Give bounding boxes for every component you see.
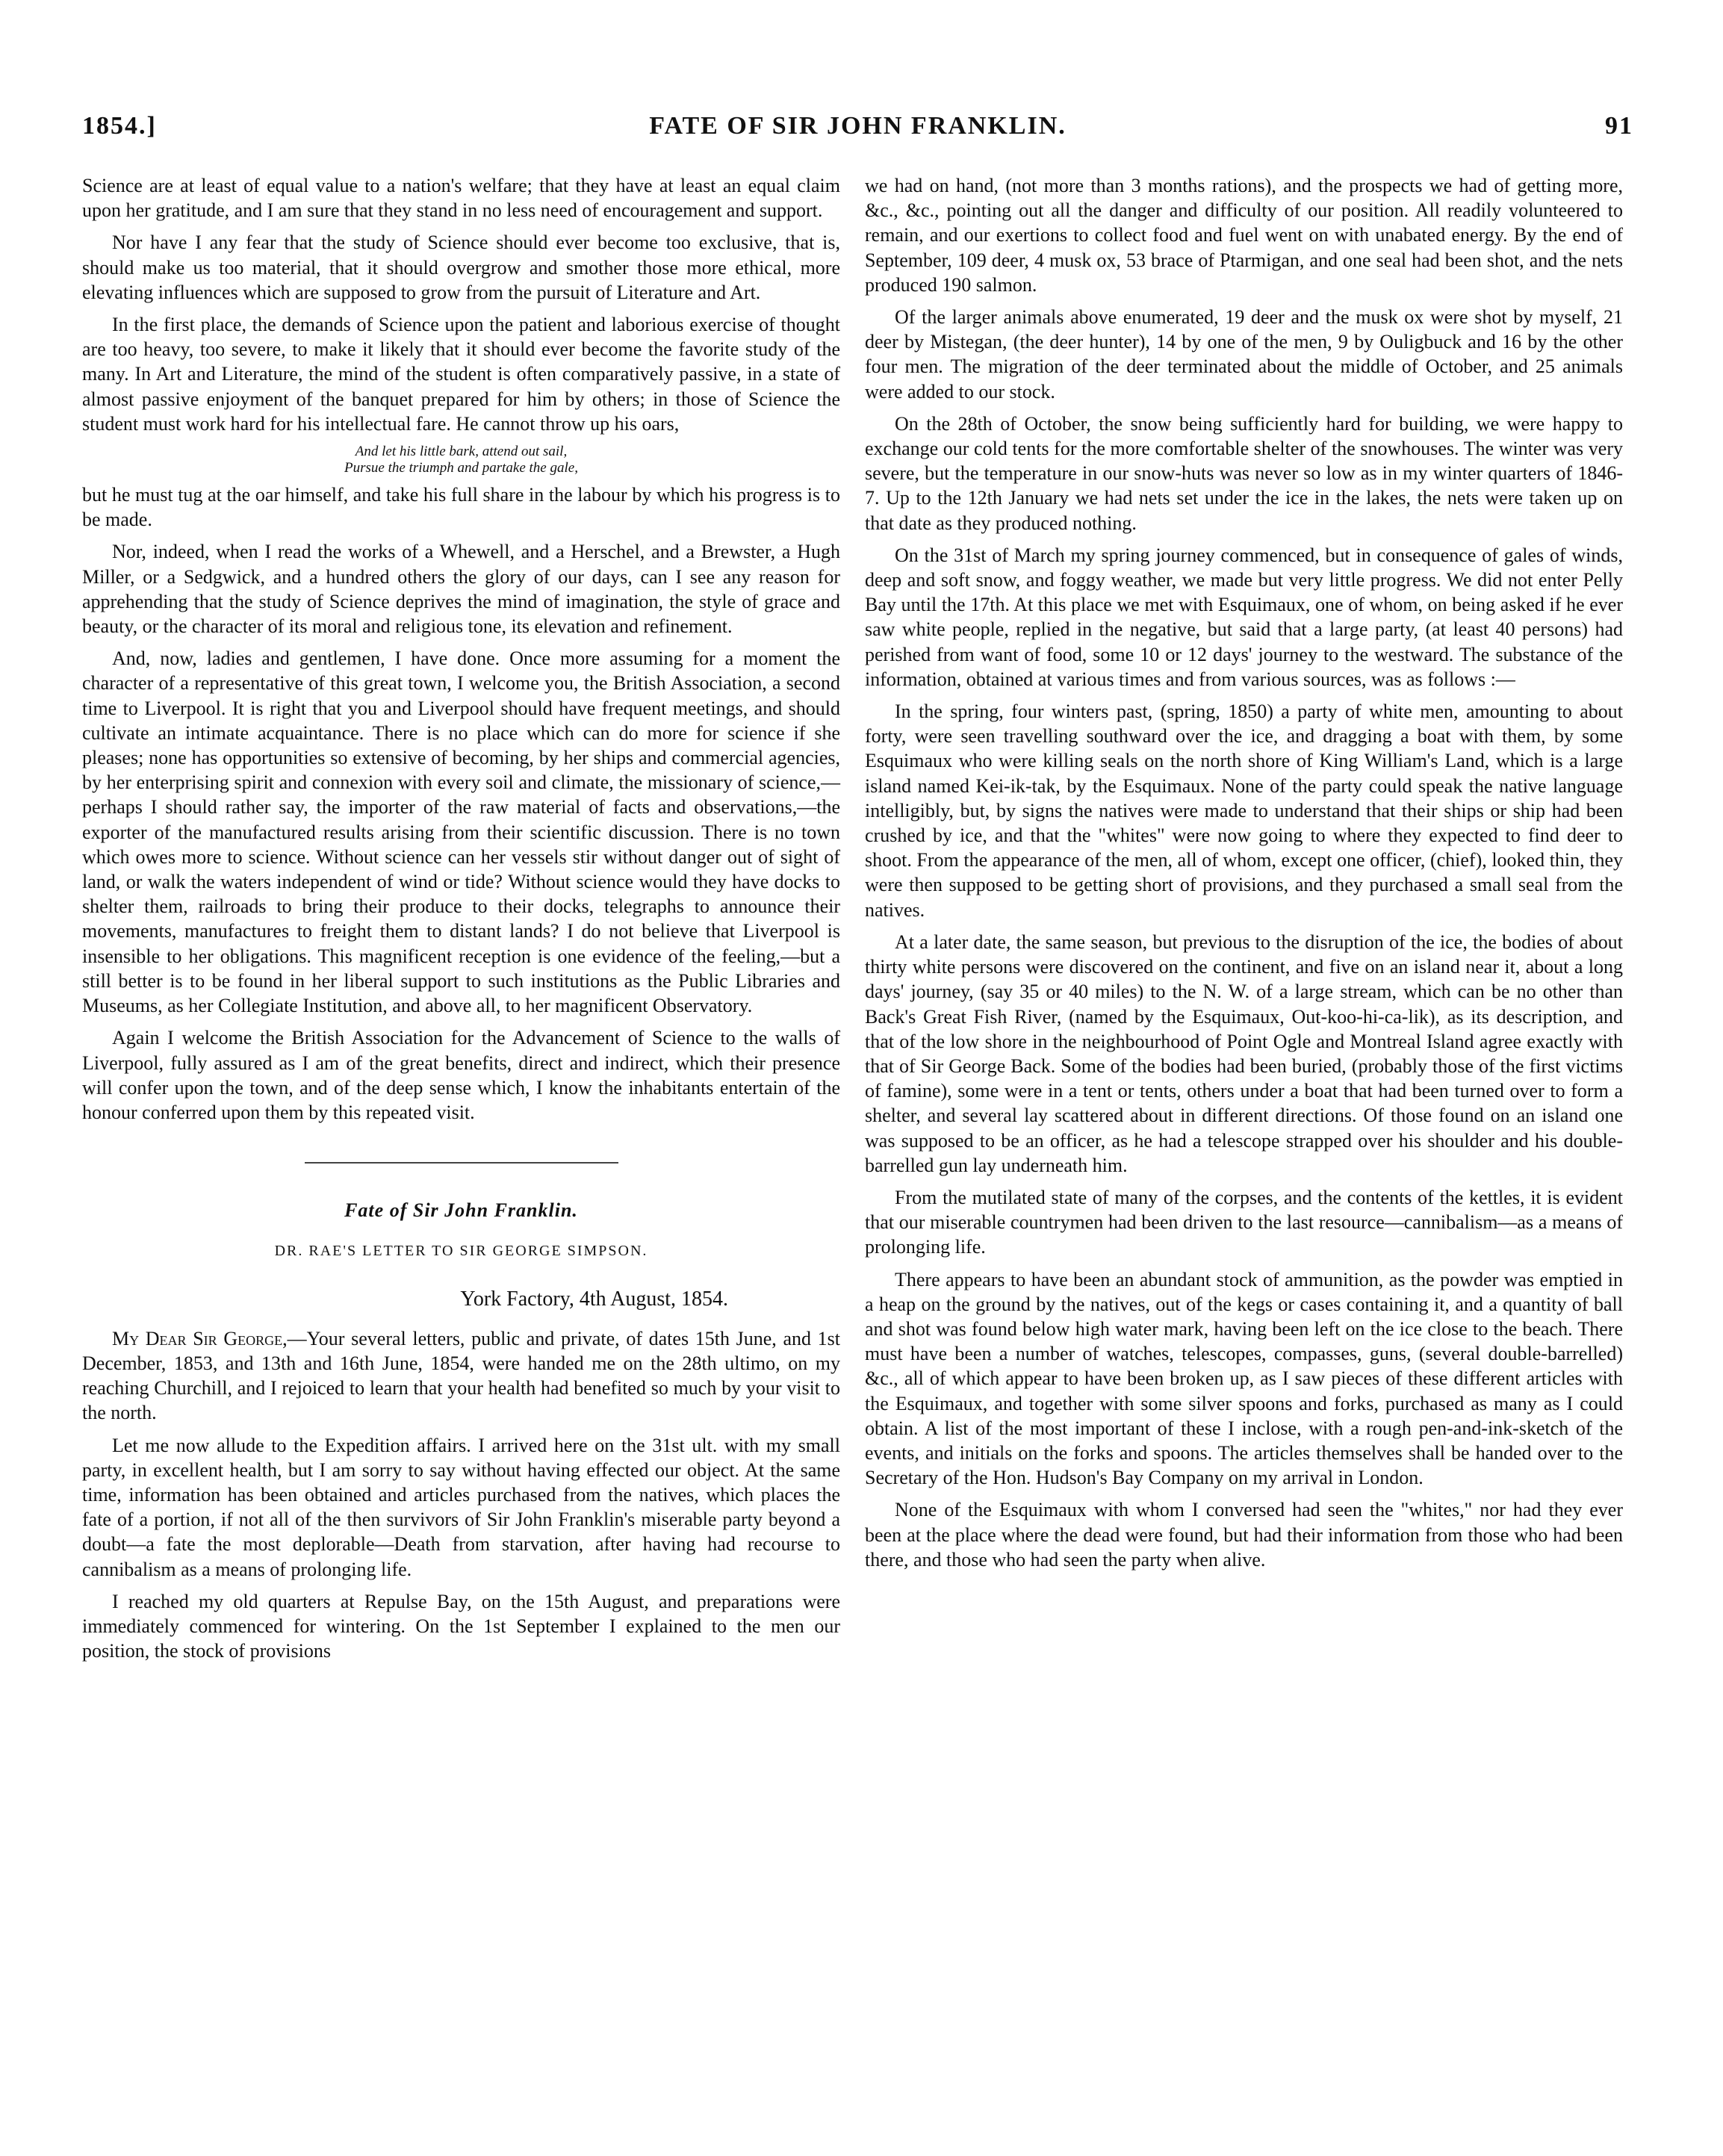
paragraph: From the mutilated state of many of the corpses, and the contents of the kettles, it is evident that our miserable countrymen had been driven to the last resource—cannibalism—as a means of prolonging life.: [865, 1186, 1623, 1258]
running-header: [82, 112, 1633, 157]
right-column: [865, 173, 1623, 1579]
section-title: Fate of Sir John Franklin.: [344, 1199, 578, 1222]
paragraph: Science are at least of equal value to a nation's welfare; that they have at least an equal claim upon her gratitude, and I am sure that they stand in no less need of encouragement and support.: [82, 175, 840, 222]
paragraph: There appears to have been an abundant stock of ammunition, as the powder was emptied in a heap on the ground by the natives, out of the kegs or cases containing it, and a quantity of ball and shot was found below high water mark, having been left on the ice close to the beach. There must have been a number of watches, telescopes, compasses, guns, (several double-barrelled) &c., all of which appear to have been broken up, as I saw pieces of these different articles with the Esquimaux, and together with some silver spoons and forks, purchased as many as I could obtain. A list of the most important of these I inclose, with a rough pen-and-ink-sketch of the events, and initials on the forks and spoons. The articles themselves shall be handed over to the Secretary of the Hon. Hudson's Bay Company on my arrival in London.: [865, 1268, 1623, 1489]
verse-line: And let his little bark, attend out sail,: [355, 444, 568, 460]
paragraph: [82, 1326, 840, 1426]
paragraph: On the 31st of March my spring journey commenced, but in consequence of gales of winds, deep and soft snow, and foggy weather, we made but very little progress. We did not enter Pelly Bay until the 17th. At this place we met with Esquimaux, one of whom, on being asked if he ever saw white people, replied in the negative, but said that a large party, (at least 40 persons) had perished from want of food, some 10 or 12 days' journey to the westward. The substance of the information, obtained at various times and from various sources, was as follows :—: [865, 544, 1623, 690]
verse-line: Pursue the triumph and partake the gale,: [344, 460, 578, 476]
paragraph: On the 28th of October, the snow being sufficiently hard for building, we were happy to exchange our cold tents for the more comfortable shelter of the snowhouses. The winter was very severe, but the temperature in our snow-huts was never so low as in my winter quarters of 1846-7. Up to the 12th January we had nets set under the ice in the lakes, the nets were taken up on that date as they produced nothing.: [865, 412, 1623, 534]
header-title: FATE OF SIR JOHN FRANKLIN.: [649, 112, 1067, 140]
section-divider: [305, 1162, 618, 1164]
paragraph: Nor have I any fear that the study of Science should ever become too exclusive, that is, should make us too material, that it should overgrow and smother those more ethical, more elevating influences which are supposed to grow from the pursuit of Literature and Art.: [82, 232, 840, 303]
paragraph: None of the Esquimaux with whom I conversed had seen the "whites," nor had they ever been at the place where the dead were found, but had their information from those who had been there, and those who had seen the party when alive.: [865, 1499, 1623, 1571]
paragraph: And, now, ladies and gentlemen, I have done. Once more assuming for a moment the character of a representative of this great town, I welcome you, the British Association, a second time to Liverpool. It is right that you and Liverpool should have frequent meetings, and should cultivate an intimate acquaintance. There is no place which can do more for science if she pleases; none has opportunities so extensive of becoming, by her ships and commercial agencies, by her enterprising spirit and connexion with every soil and climate, the missionary of science,—perhaps I should rather say, the importer of the raw material of facts and observations,—the exporter of the manufactured results arising from their scientific discussion. There is no town which owes more to science. Without science can her vessels stir without danger out of sight of land, or walk the waters independent of wind or tide? Without science would they have docks to shelter them, railroads to bring their produce to their docks, telegraphs to announce their movements, manufactures to freight them to distant lands? I do not believe that Liverpool is insensible to her obligations. This magnificent reception is one evidence of the feeling,—but a still better is to be found in her liberal support to such institutions as the Public Libraries and Museums, as her Collegiate Institution, and above all, to her magnificent Observatory.: [82, 647, 840, 1017]
paragraph: I reached my old quarters at Repulse Bay, on the 15th August, and preparations were immediately commenced for wintering. On the 1st September I explained to the men our position, the stock of provisions: [82, 1590, 840, 1662]
paragraph-text: —Your several letters, public and private, of dates 15th June, and 1st December, 1853, and 13th and 16th June, 1854, were handed me on the 28th ultimo, on my reaching Churchill, and I rejoiced to learn that your health had benefited so much by your visit to the north.: [82, 1327, 840, 1424]
header-year: 1854.]: [82, 112, 157, 140]
paragraph: Of the larger animals above enumerated, 19 deer and the musk ox were shot by myself, 21 deer by Mistegan, (the deer hunter), 14 by one of the men, 9 by Ouligbuck and 16 by the other four men. The migration of the deer terminated about the middle of October, and 25 animals were added to our stock.: [865, 306, 1623, 403]
verse-quote: [82, 444, 840, 476]
letter-dateline: York Factory, 4th August, 1854.: [460, 1287, 728, 1311]
left-column: [82, 173, 840, 1671]
paragraph: Let me now allude to the Expedition affairs. I arrived here on the 31st ult. with my small party, in excellent health, but I am sorry to say without having effected our object. At the same time, information has been obtained and articles purchased from the natives, which places the fate of a portion, if not all of the then survivors of Sir John Franklin's miserable party beyond a doubt—a fate the most deplorable—Death from starvation, after having had recourse to cannibalism as a means of prolonging life.: [82, 1434, 840, 1580]
section-subtitle: DR. RAE'S LETTER TO SIR GEORGE SIMPSON.: [274, 1243, 648, 1260]
paragraph: Nor, indeed, when I read the works of a Whewell, and a Herschel, and a Brewster, a Hugh Miller, or a Sedgwick, and a hundred others the glory of our days, can I see any reason for apprehending that the study of Science deprives the mind of imagination, the style of grace and beauty, or the character of its moral and religious tone, its elevation and refinement.: [82, 541, 840, 638]
paragraph: In the first place, the demands of Science upon the patient and laborious exercise of thought are too heavy, too severe, to make it likely that it should ever become the favorite study of the many. In Art and Literature, the mind of the student is often comparatively passive, in a state of almost passive enjoyment of the banquet prepared for him by others; in those of Science the student must work hard for his intellectual fare. He cannot throw up his oars,: [82, 314, 840, 435]
paragraph: In the spring, four winters past, (spring, 1850) a party of white men, amounting to about forty, were seen travelling southward over the ice, and dragging a boat with them, by some Esquimaux who were killing seals on the north shore of King William's Land, which is a large island named Kei-ik-tak, by the Esquimaux. None of the party could speak the native language intelligibly, but, by signs the natives were made to understand that their ships or ship had been crushed by ice, and that the "whites" were now going to where they expected to find deer to shoot. From the appearance of the men, all of whom, except one officer, (chief), looked thin, they were then supposed to be getting short of provisions, and they purchased a small seal from the natives.: [865, 700, 1623, 921]
paragraph: we had on hand, (not more than 3 months rations), and the prospects we had of getting more, &c., &c., pointing out all the danger and difficulty of our position. All readily volunteered to remain, and our exertions to collect food and fuel went on with unabated energy. By the end of September, 109 deer, 4 musk ox, 53 brace of Ptarmigan, and one seal had been shot, and the nets produced 190 salmon.: [865, 175, 1623, 296]
paragraph: Again I welcome the British Association for the Advancement of Science to the walls of Liverpool, fully assured as I am of the great benefits, direct and indirect, which their presence will confer upon the town, and of the deep sense which, I know the inhabitants entertain of the honour conferred upon them by this repeated visit.: [82, 1027, 840, 1123]
paragraph: but he must tug at the oar himself, and take his full share in the labour by which his progress is to be made.: [82, 484, 840, 531]
page-number: 91: [1605, 112, 1633, 140]
paragraph: At a later date, the same season, but previous to the disruption of the ice, the bodies of about thirty white persons were discovered on the continent, and five on an island near it, about a long days' journey, (say 35 or 40 miles) to the N. W. of a large stream, which can be no other than Back's Great Fish River, (named by the Esquimaux, Out-koo-hi-ca-lik), as its description, and that of the low shore in the neighbourhood of Point Ogle and Montreal Island agree exactly with that of Sir George Back. Some of the bodies had been buried, (probably those of the first victims of famine), some were in a tent or tents, others under a boat that had been turned over to form a shelter, and several lay scattered about in different directions. Of those found on an island one was supposed to be an officer, as he had a telescope strapped over his shoulder and his double-barrelled gun lay underneath him.: [865, 931, 1623, 1176]
letter-salutation: My Dear Sir George,: [112, 1327, 288, 1349]
